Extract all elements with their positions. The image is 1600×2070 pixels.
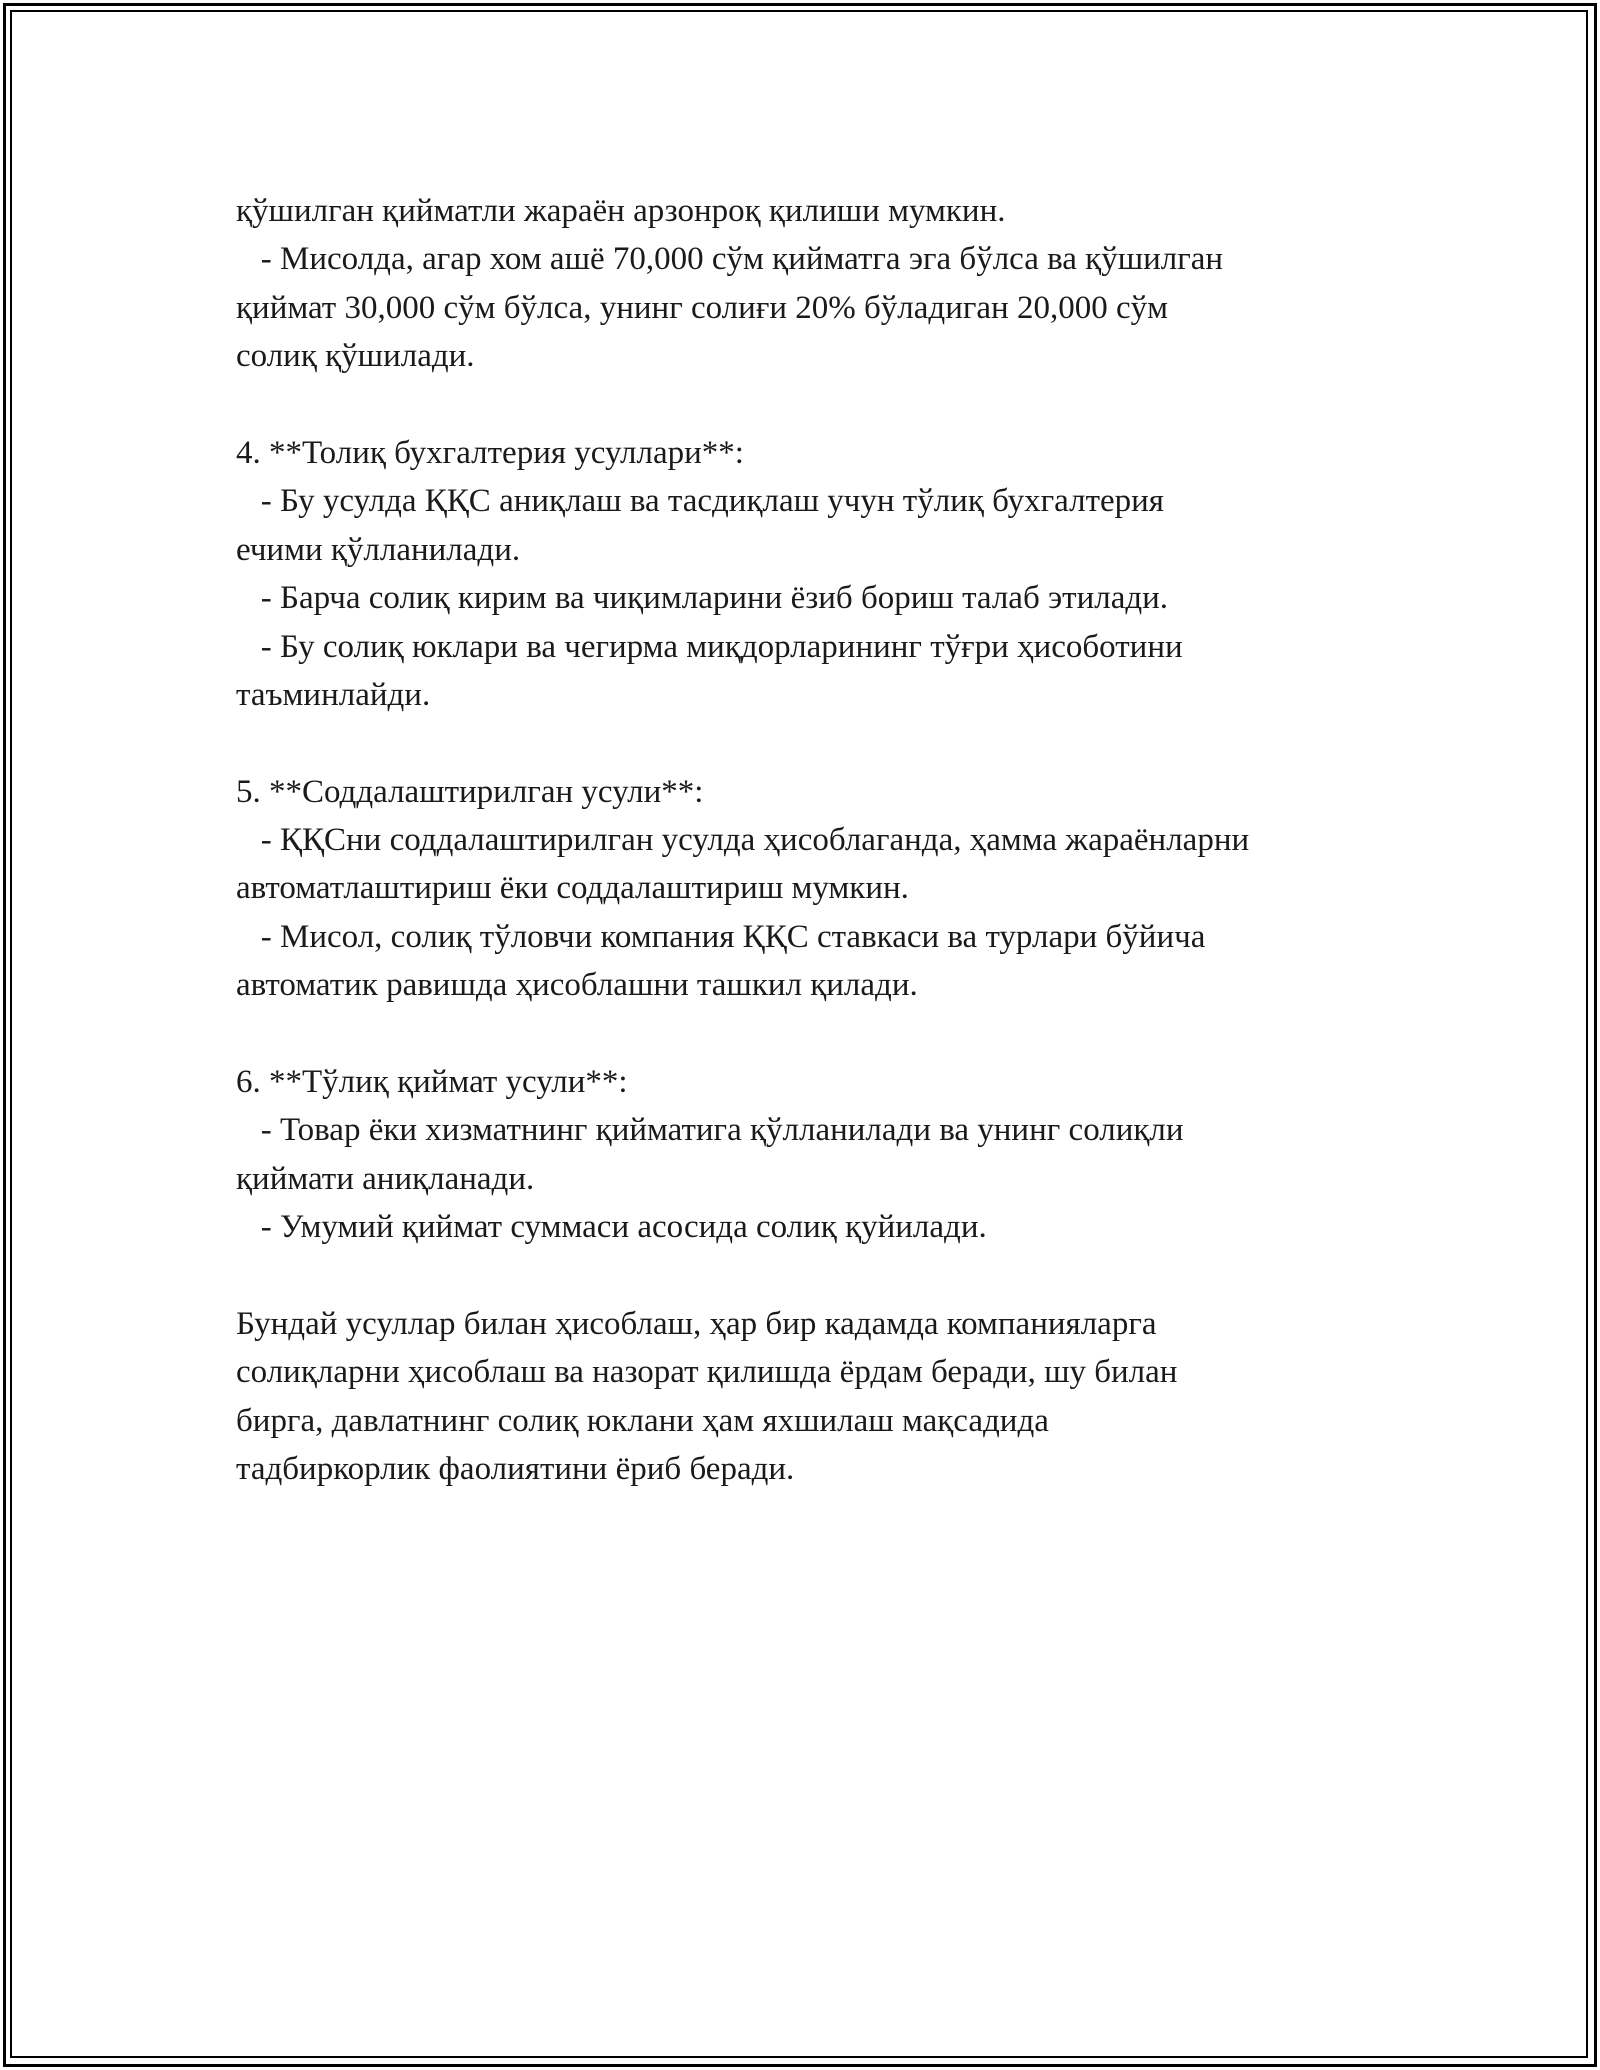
text-line: бирга, давлатнинг солиқ юклани ҳам яхшилаш мақсадида: [236, 1402, 1049, 1439]
paragraph-spacer: [236, 381, 1416, 429]
text-line: солиқ қўшилади.: [236, 338, 475, 375]
paragraph-spacer: [236, 1010, 1416, 1058]
section-heading: 4. **Толиқ бухгалтерия усуллари**:: [236, 434, 744, 471]
text-line: тадбиркорлик фаолиятини ёриб беради.: [236, 1451, 795, 1488]
text-line: - Барча солиқ кирим ва чиқимларини ёзиб бориш талаб этилади.: [236, 580, 1169, 617]
section-6: [236, 1058, 1416, 1252]
text-line: - Бу солиқ юклари ва чегирма миқдорларининг тўғри ҳисоботини: [236, 628, 1183, 665]
paragraph-continuation: [236, 187, 1416, 381]
text-line: - Товар ёки хизматнинг қийматига қўлланилади ва унинг солиқли: [236, 1112, 1184, 1149]
paragraph-spacer: [236, 719, 1416, 767]
conclusion-paragraph: [236, 1300, 1416, 1494]
text-line: солиқларни ҳисоблаш ва назорат қилишда ёрдам беради, шу билан: [236, 1354, 1178, 1391]
section-5: [236, 768, 1416, 1010]
text-line: автоматлаштириш ёки соддалаштириш мумкин.: [236, 870, 909, 907]
text-line: қиймат 30,000 сўм бўлса, унинг солиғи 20% бўладиган 20,000 сўм: [236, 289, 1168, 326]
text-line: - Мисолда, агар хом ашё 70,000 сўм қийматга эга бўлса ва қўшилган: [236, 241, 1224, 278]
text-line: ечими қўлланилади.: [236, 531, 521, 568]
text-line: автоматик равишда ҳисоблашни ташкил қилади.: [236, 967, 918, 1004]
text-line: қиймати аниқланади.: [236, 1160, 535, 1197]
section-heading: 5. **Соддалаштирилган усули**:: [236, 773, 704, 810]
text-line: - Умумий қиймат суммаси асосида солиқ қуйилади.: [236, 1209, 987, 1246]
document-body: [236, 187, 1416, 1494]
text-line: қўшилган қийматли жараён арзонроқ қилиши мумкин.: [236, 193, 1006, 229]
text-line: - Мисол, солиқ тўловчи компания ҚҚС ставкаси ва турлари бўйича: [236, 918, 1206, 955]
text-line: - ҚҚСни соддалаштирилган усулда ҳисоблаганда, ҳамма жараёнларни: [236, 822, 1250, 859]
section-heading: 6. **Тўлиқ қиймат усули**:: [236, 1064, 628, 1101]
text-line: таъминлайди.: [236, 676, 431, 713]
paragraph-spacer: [236, 1252, 1416, 1300]
text-line: - Бу усулда ҚҚС аниқлаш ва тасдиқлаш учун тўлиқ бухгалтерия: [236, 483, 1164, 520]
section-4: [236, 429, 1416, 719]
text-line: Бундай усуллар билан ҳисоблаш, ҳар бир кадамда компанияларга: [236, 1305, 1157, 1342]
